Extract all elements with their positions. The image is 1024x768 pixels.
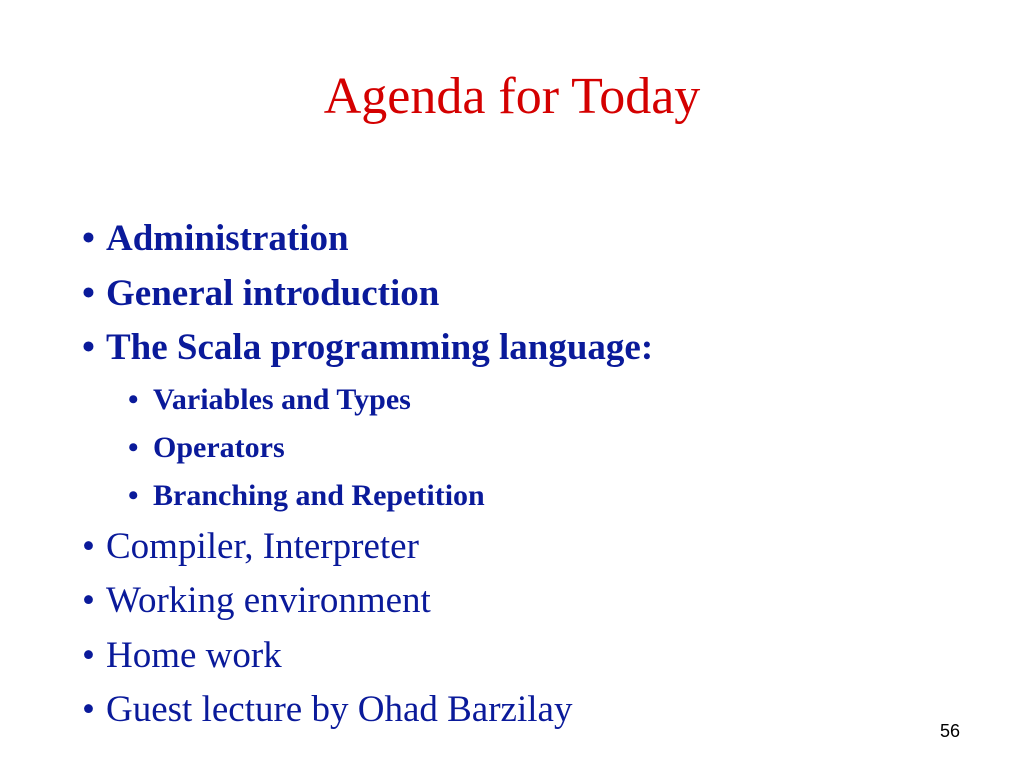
agenda-subitem-text: Branching and Repetition <box>153 478 485 512</box>
agenda-item-text: Compiler, Interpreter <box>106 525 419 567</box>
agenda-item <box>82 629 653 684</box>
agenda-subitem <box>82 472 653 520</box>
agenda-item <box>82 321 653 376</box>
bullet-icon: • <box>82 689 95 730</box>
agenda-item-text: Administration <box>106 218 349 259</box>
bullet-icon: • <box>128 430 139 464</box>
agenda-item-text: General introduction <box>106 272 440 314</box>
bullet-icon: • <box>82 580 95 621</box>
agenda-subitem-text: Operators <box>153 430 285 464</box>
agenda-subitem <box>82 376 653 424</box>
agenda-subitem <box>82 424 653 472</box>
agenda-item <box>82 212 653 267</box>
bullet-icon: • <box>82 525 95 567</box>
bullet-icon: • <box>82 634 95 676</box>
bullet-icon: • <box>82 272 95 314</box>
bullet-icon: • <box>128 478 139 512</box>
agenda-item-text: Working environment <box>106 580 431 621</box>
bullet-icon: • <box>128 382 139 416</box>
agenda-item-text: Guest lecture by Ohad Barzilay <box>106 689 573 730</box>
agenda-list <box>82 212 653 738</box>
page-number: 56 <box>939 721 960 741</box>
bullet-icon: • <box>82 218 95 259</box>
agenda-item <box>82 574 653 629</box>
agenda-item <box>82 683 653 738</box>
agenda-item-text: Home work <box>106 634 282 676</box>
slide-title: Agenda for Today <box>323 68 701 125</box>
agenda-item <box>82 267 653 322</box>
agenda-item <box>82 520 653 575</box>
agenda-subitem-text: Variables and Types <box>153 382 411 416</box>
agenda-item-text: The Scala programming language: <box>106 327 654 368</box>
bullet-icon: • <box>82 327 95 368</box>
